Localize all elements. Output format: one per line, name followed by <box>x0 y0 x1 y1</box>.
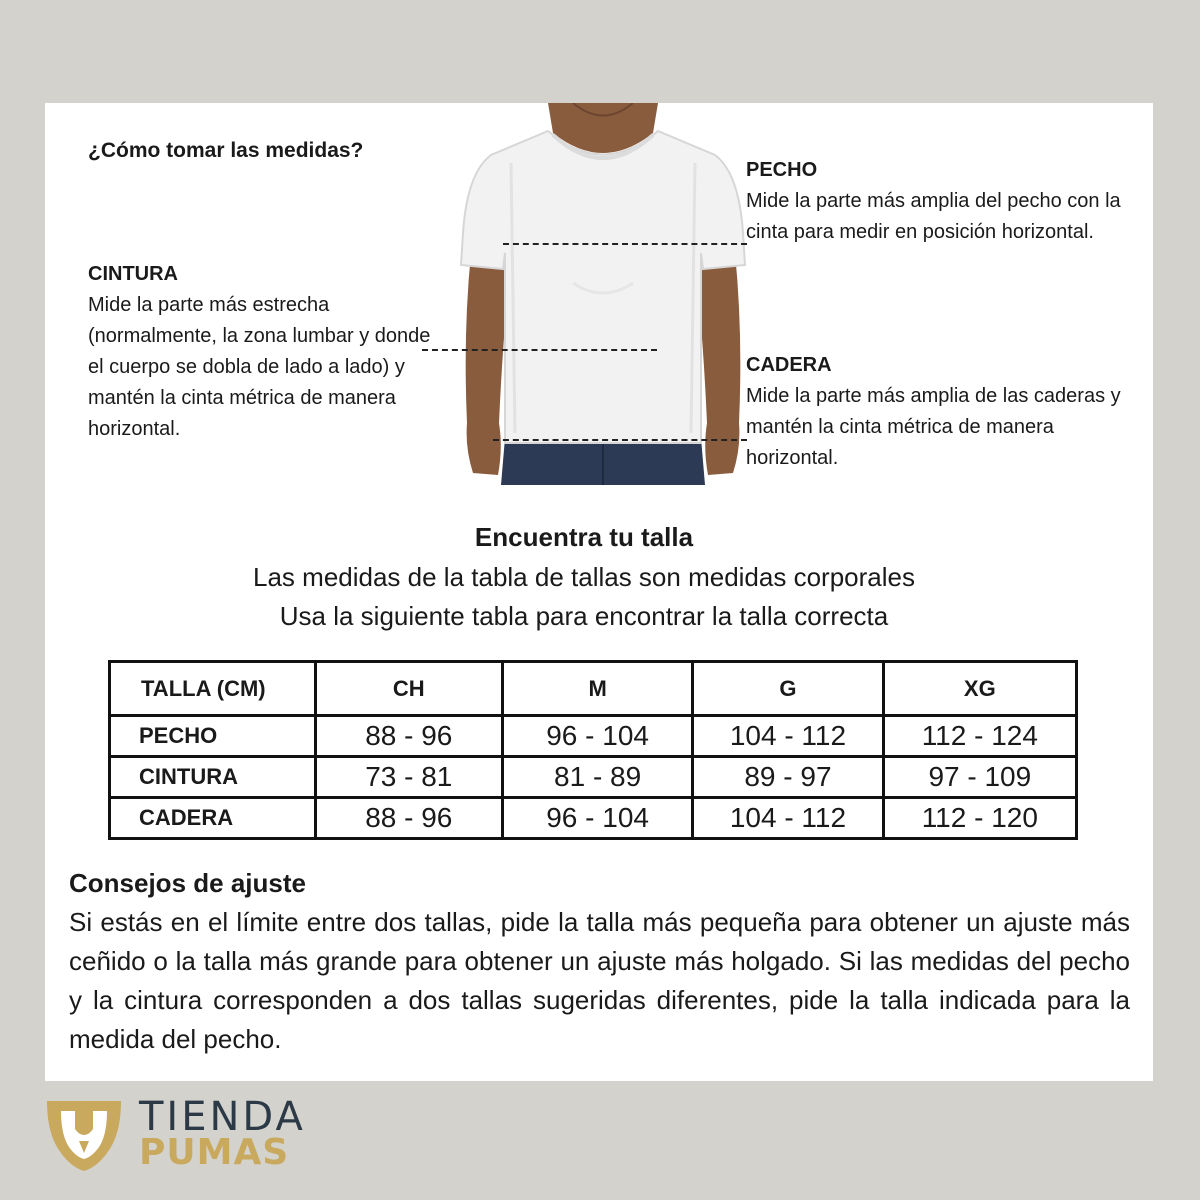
table-cell: 104 - 112 <box>693 798 883 839</box>
row-label-cintura: CINTURA <box>110 757 316 798</box>
tienda-pumas-logo <box>43 1095 343 1175</box>
fit-tips-title: Consejos de ajuste <box>69 868 306 898</box>
header-g: G <box>693 662 883 716</box>
table-cell: 88 - 96 <box>315 798 502 839</box>
cintura-guide <box>88 259 433 445</box>
fit-tips-text: Si estás en el límite entre dos tallas, pide la talla más pequeña para obtener un ajuste más ceñido o la talla más grande para obtener un ajuste más holgado. Si las medidas del pecho y la cintura corresponden a dos tallas sugeridas diferentes, pide la talla indicada para la medida del pecho. <box>69 907 1130 1054</box>
model-tshirt-illustration <box>453 103 753 485</box>
row-label-pecho: PECHO <box>110 716 316 757</box>
header-m: M <box>502 662 692 716</box>
table-cell: 73 - 81 <box>315 757 502 798</box>
table-cell: 88 - 96 <box>315 716 502 757</box>
header-ch: CH <box>315 662 502 716</box>
size-table <box>108 660 1078 840</box>
header-talla: TALLA (CM) <box>110 662 316 716</box>
cadera-title: CADERA <box>746 354 832 376</box>
table-cell: 97 - 109 <box>883 757 1076 798</box>
pecho-title: PECHO <box>746 159 818 181</box>
table-cell: 96 - 104 <box>502 798 692 839</box>
table-cell: 81 - 89 <box>502 757 692 798</box>
table-cell: 96 - 104 <box>502 716 692 757</box>
pecho-measure-line <box>503 243 747 245</box>
size-table-header-row <box>110 662 1077 716</box>
brand-word-tienda: TIENDA <box>139 1094 306 1140</box>
cintura-title: CINTURA <box>88 263 178 285</box>
table-cell: 112 - 124 <box>883 716 1076 757</box>
row-label-cadera: CADERA <box>110 798 316 839</box>
find-size-subtitle-1: Las medidas de la tabla de tallas son medidas corporales <box>253 562 915 592</box>
size-guide-card <box>45 103 1153 1081</box>
cadera-guide <box>746 350 1131 474</box>
table-cell: 104 - 112 <box>693 716 883 757</box>
brand-word-pumas: PUMAS <box>139 1132 290 1173</box>
find-size-title: Encuentra tu talla <box>474 522 694 552</box>
table-cell: 112 - 120 <box>883 798 1076 839</box>
cintura-measure-line <box>422 349 657 351</box>
how-to-measure-title: ¿Cómo tomar las medidas? <box>88 139 364 162</box>
cintura-text: Mide la parte más estrecha (normalmente, la zona lumbar y donde el cuerpo se dobla de lado a lado) y mantén la cinta métrica de manera horizontal. <box>88 294 431 440</box>
table-row <box>110 716 1077 757</box>
table-cell: 89 - 97 <box>693 757 883 798</box>
cadera-measure-line <box>493 439 747 441</box>
pumas-shield-icon <box>43 1095 125 1173</box>
cadera-text: Mide la parte más amplia de las caderas y mantén la cinta métrica de manera horizontal. <box>746 385 1121 469</box>
table-row <box>110 757 1077 798</box>
find-size-subtitle-2: Usa la siguiente tabla para encontrar la talla correcta <box>279 601 889 631</box>
tshirt-figure-icon <box>453 103 753 485</box>
pecho-guide <box>746 155 1126 248</box>
table-row <box>110 798 1077 839</box>
pecho-text: Mide la parte más amplia del pecho con la cinta para medir en posición horizontal. <box>746 190 1121 243</box>
header-xg: XG <box>883 662 1076 716</box>
